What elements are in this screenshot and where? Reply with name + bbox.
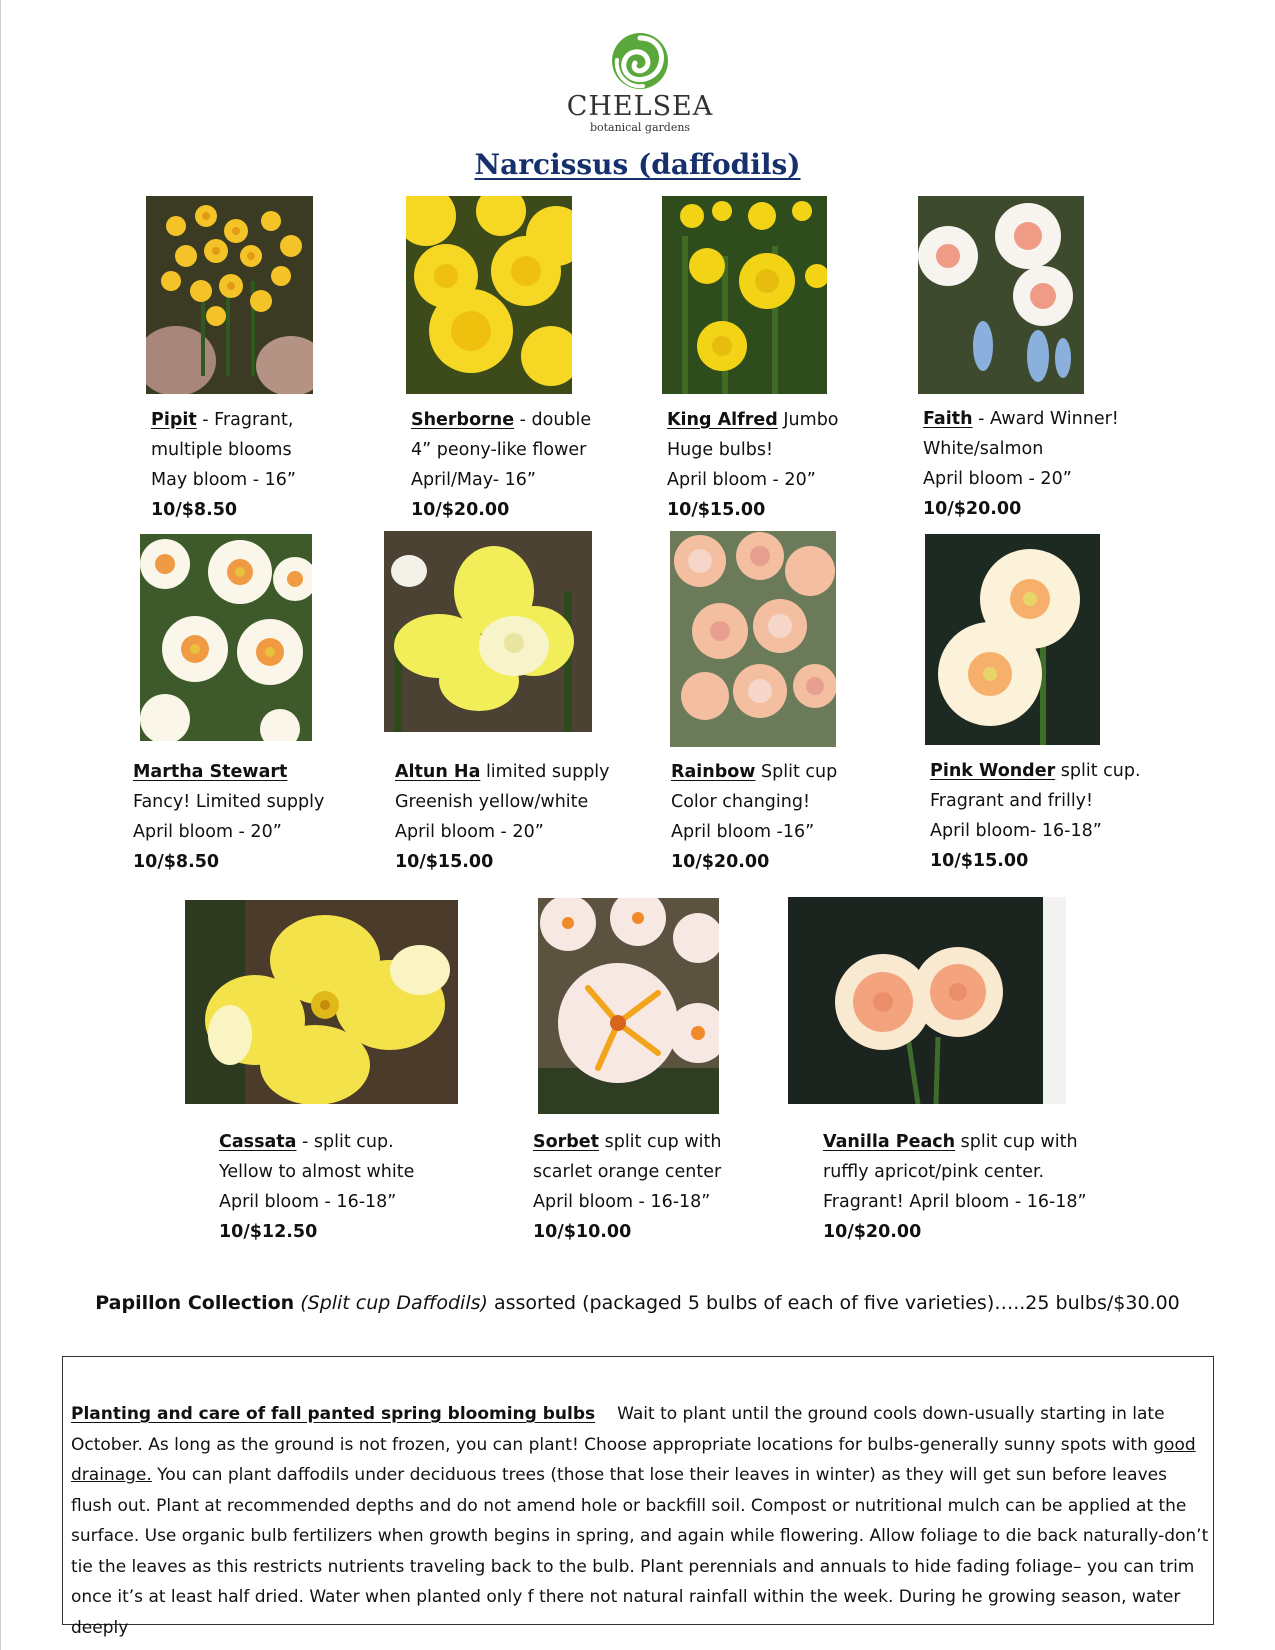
product-price: 10/$15.00 bbox=[395, 852, 494, 872]
martha-stewart-photo bbox=[140, 534, 312, 741]
product-bloom: April/May- 16” bbox=[411, 470, 536, 490]
product-tagline: Split cup bbox=[755, 762, 838, 782]
product-price: 10/$15.00 bbox=[930, 851, 1029, 871]
product-bloom: April bloom - 20” bbox=[667, 470, 816, 490]
product-bloom: April bloom- 16-18” bbox=[930, 821, 1102, 841]
product-description: Fancy! Limited supply bbox=[133, 792, 325, 812]
altun-ha-photo bbox=[384, 531, 592, 732]
king-alfred-photo bbox=[662, 196, 827, 394]
product-card-martha-stewart bbox=[133, 757, 324, 877]
pink-wonder-photo bbox=[925, 534, 1100, 745]
care-drainage-text: good drainage. bbox=[71, 1434, 1196, 1485]
page-edge bbox=[0, 0, 1, 1650]
product-name: Vanilla Peach bbox=[823, 1132, 956, 1152]
pipit-photo bbox=[146, 196, 313, 394]
product-name: Pipit bbox=[151, 410, 197, 430]
care-heading: Planting and care of fall panted spring blooming bulbs bbox=[71, 1404, 596, 1424]
product-price: 10/$10.00 bbox=[533, 1222, 632, 1242]
product-tagline: Jumbo bbox=[777, 410, 839, 430]
product-description: 4” peony-like flower bbox=[411, 440, 587, 460]
vanilla-peach-photo bbox=[788, 897, 1066, 1104]
collection-offer bbox=[0, 1292, 1275, 1314]
product-description: White/salmon bbox=[923, 439, 1044, 459]
product-name: Pink Wonder bbox=[930, 761, 1056, 781]
product-bloom: April bloom - 20” bbox=[923, 469, 1072, 489]
product-price: 10/$8.50 bbox=[133, 852, 220, 872]
product-description: Color changing! bbox=[671, 792, 810, 812]
page-title: Narcissus (daffodils) bbox=[474, 148, 801, 181]
product-description: multiple blooms bbox=[151, 440, 292, 460]
product-tagline: split cup with bbox=[599, 1132, 722, 1152]
product-card-king-alfred bbox=[667, 405, 839, 525]
product-bloom: April bloom -16” bbox=[671, 822, 815, 842]
care-paragraph bbox=[71, 1399, 1211, 1643]
product-name: King Alfred bbox=[667, 410, 778, 430]
product-name: Altun Ha bbox=[395, 762, 481, 782]
product-tagline: split cup with bbox=[955, 1132, 1078, 1152]
product-tagline: - double bbox=[514, 410, 592, 430]
product-card-vanilla-peach bbox=[823, 1127, 1087, 1247]
product-tagline: - split cup. bbox=[296, 1132, 394, 1152]
sorbet-photo bbox=[538, 898, 719, 1114]
faith-photo bbox=[918, 196, 1084, 394]
brand-name: CHELSEA bbox=[566, 91, 714, 122]
product-name: Cassata bbox=[219, 1132, 297, 1152]
product-bloom: Fragrant! April bloom - 16-18” bbox=[823, 1192, 1087, 1212]
product-bloom: April bloom - 16-18” bbox=[219, 1192, 397, 1212]
product-description: Fragrant and frilly! bbox=[930, 791, 1094, 811]
product-price: 10/$20.00 bbox=[671, 852, 770, 872]
collection-name: Papillon Collection bbox=[95, 1292, 295, 1314]
product-name: Sherborne bbox=[411, 410, 515, 430]
product-card-pink-wonder bbox=[930, 756, 1141, 876]
product-name: Sorbet bbox=[533, 1132, 600, 1152]
product-price: 10/$12.50 bbox=[219, 1222, 318, 1242]
product-tagline: - Award Winner! bbox=[972, 409, 1119, 429]
care-text-a: Wait to plant until the ground cools down-usually starting in late October. As long as the ground is not frozen, you can plant! Choose appropriate locations for bulbs-generally sunny spots with bbox=[71, 1404, 1165, 1455]
product-description: Yellow to almost white bbox=[219, 1162, 415, 1182]
product-price: 10/$20.00 bbox=[823, 1222, 922, 1242]
product-name: Rainbow bbox=[671, 762, 756, 782]
product-bloom: May bloom - 16” bbox=[151, 470, 296, 490]
rose-logo-icon bbox=[605, 30, 675, 92]
product-price: 10/$20.00 bbox=[411, 500, 510, 520]
product-card-pipit bbox=[151, 405, 296, 525]
product-tagline: - Fragrant, bbox=[196, 410, 294, 430]
care-text-b: You can plant daffodils under deciduous trees (those that lose their leaves in winter) as they will get sun before leaves flush out. Plant at recommended depths and do not amend hole or backfill soil. Compost or nutritional mulch can be applied at the surface. Use organic bulb fertilizers when growth begins in spring, and again while flowering. Allow foliage to die back naturally-don’t tie the leaves as this restricts nutrients traveling back to the bulb. Plant perennials and annuals to hide fading foliage– you can trim once it’s at least half dried. Water when planted only f there not natural rainfall within the week. During he growing season, water deeply bbox=[71, 1465, 1209, 1638]
brand-subtitle: botanical gardens bbox=[589, 121, 691, 134]
cassata-photo bbox=[185, 900, 458, 1104]
collection-detail: assorted (packaged 5 bulbs of each of five varieties)…..25 bulbs/$30.00 bbox=[487, 1292, 1180, 1314]
product-price: 10/$8.50 bbox=[151, 500, 238, 520]
planting-care-box bbox=[62, 1356, 1214, 1638]
product-description: ruffly apricot/pink center. bbox=[823, 1162, 1045, 1182]
product-card-sherborne bbox=[411, 405, 591, 525]
product-description: scarlet orange center bbox=[533, 1162, 722, 1182]
product-card-faith bbox=[923, 404, 1119, 524]
sherborne-photo bbox=[406, 196, 572, 394]
product-price: 10/$15.00 bbox=[667, 500, 766, 520]
product-description: Huge bulbs! bbox=[667, 440, 773, 460]
product-name: Faith bbox=[923, 409, 973, 429]
product-tagline: limited supply bbox=[480, 762, 610, 782]
rainbow-photo bbox=[670, 531, 836, 747]
collection-note: (Split cup Daffodils) bbox=[300, 1292, 488, 1314]
product-description: Greenish yellow/white bbox=[395, 792, 589, 812]
product-card-sorbet bbox=[533, 1127, 721, 1247]
product-card-altun-ha bbox=[395, 757, 610, 877]
product-bloom: April bloom - 20” bbox=[133, 822, 282, 842]
product-bloom: April bloom - 20” bbox=[395, 822, 544, 842]
product-price: 10/$20.00 bbox=[923, 499, 1022, 519]
product-card-rainbow bbox=[671, 757, 837, 877]
product-bloom: April bloom - 16-18” bbox=[533, 1192, 711, 1212]
product-tagline: split cup. bbox=[1055, 761, 1141, 781]
chelsea-logo bbox=[560, 30, 720, 140]
product-name: Martha Stewart bbox=[133, 762, 288, 782]
product-card-cassata bbox=[219, 1127, 414, 1247]
